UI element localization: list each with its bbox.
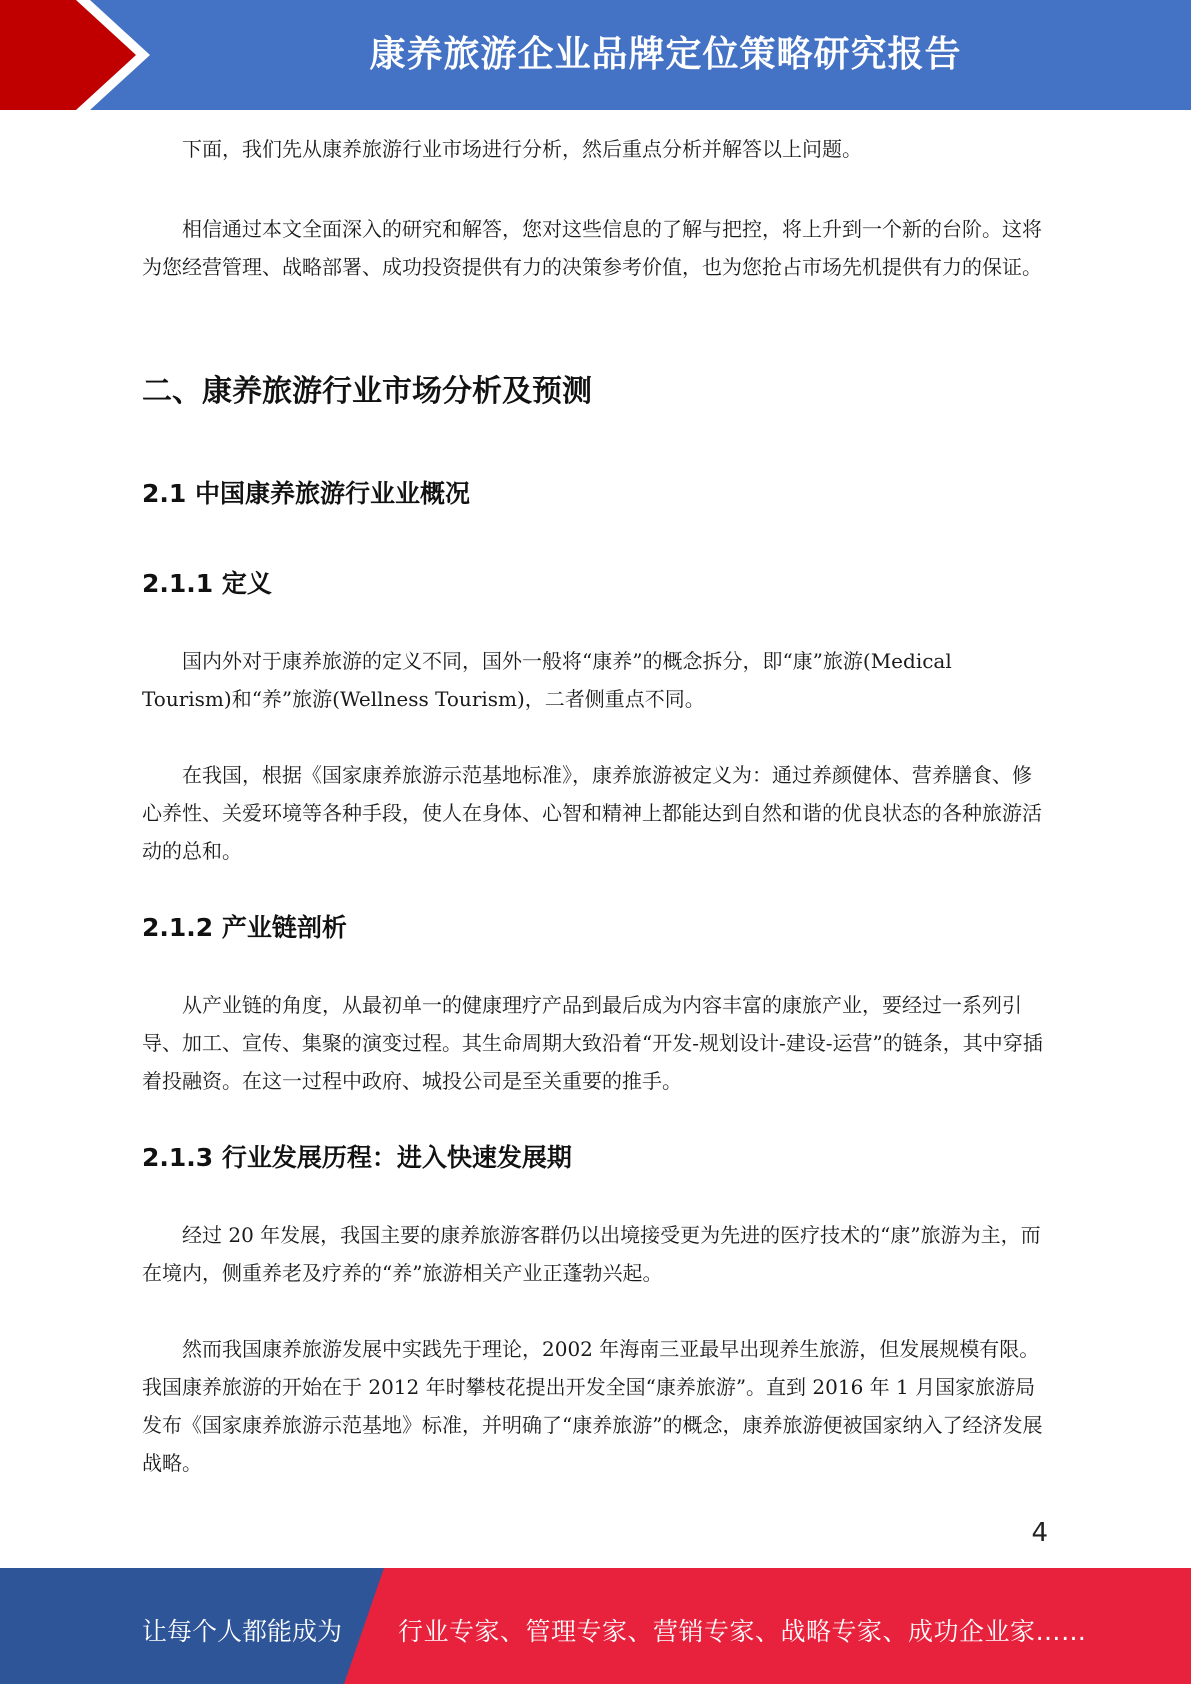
- section-heading: 二、康养旅游行业市场分析及预测: [142, 374, 592, 409]
- page-number: 4: [1031, 1518, 1048, 1548]
- report-title: 康养旅游企业品牌定位策略研究报告: [369, 34, 962, 75]
- paragraph-definition-2: 在我国，根据《国家康养旅游示范基地标准》，康养旅游被定义为：通过养颜健体、营养膳食、修心养性、关爱环境等各种手段，使人在身体、心智和精神上都能达到自然和谐的优良状态的各种旅游活动的总和。: [142, 763, 1042, 863]
- paragraph-history-2: 然而我国康养旅游发展中实践先于理论，2002 年海南三亚最早出现养生旅游，但发展规模有限。我国康养旅游的开始在于 2012 年时攀枝花提出开发全国“康养旅游”。直到 2016 年 1 月国家旅游局发布《国家康养旅游示范基地》标准，并明确了“康养旅游”的概念，康养旅游便被国家纳入了经济发展战略。: [142, 1337, 1043, 1475]
- paragraph-industry-chain: 从产业链的角度，从最初单一的健康理疗产品到最后成为内容丰富的康旅产业，要经过一系列引导、加工、宣传、集聚的演变过程。其生命周期大致沿着“开发-规划设计-建设-运营”的链条，其中穿插着投融资。在这一过程中政府、城投公司是至关重要的推手。: [142, 993, 1043, 1093]
- page-header: [0, 0, 1191, 110]
- subsection-heading-overview: 2.1 中国康养旅游行业业概况: [142, 479, 470, 508]
- heading-definition: 2.1.1 定义: [142, 569, 272, 598]
- footer-slogan-right: 行业专家、管理专家、营销专家、战略专家、成功企业家……: [398, 1617, 1087, 1646]
- page-footer: [0, 1568, 1191, 1684]
- paragraph-intro-2: 相信通过本文全面深入的研究和解答，您对这些信息的了解与把控，将上升到一个新的台阶。这将为您经营管理、战略部署、成功投资提供有力的决策参考价值，也为您抢占市场先机提供有力的保证。: [142, 217, 1042, 279]
- paragraph-intro-1: 下面，我们先从康养旅游行业市场进行分析，然后重点分析并解答以上问题。: [182, 137, 862, 161]
- heading-development-history: 2.1.3 行业发展历程：进入快速发展期: [142, 1143, 572, 1172]
- footer-slogan-left: 让每个人都能成为: [142, 1617, 343, 1646]
- heading-industry-chain: 2.1.2 产业链剖析: [142, 913, 347, 942]
- paragraph-history-1: 经过 20 年发展，我国主要的康养旅游客群仍以出境接受更为先进的医疗技术的“康”旅游为主，而在境内，侧重养老及疗养的“养”旅游相关产业正蓬勃兴起。: [142, 1223, 1041, 1285]
- paragraph-definition-1: 国内外对于康养旅游的定义不同，国外一般将“康养”的概念拆分，即“康”旅游(Medical Tourism)和“养”旅游(Wellness Tourism)，二者侧重点不同。: [142, 649, 952, 711]
